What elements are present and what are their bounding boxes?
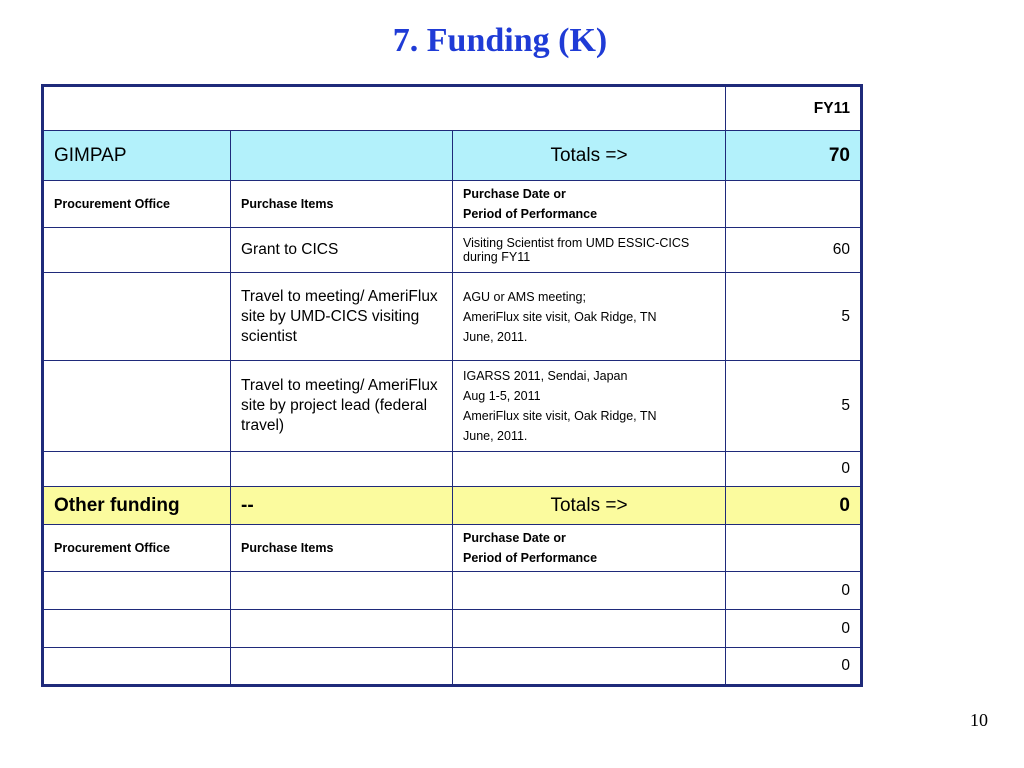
purchase-date: Visiting Scientist from UMD ESSIC-CICS during FY11	[453, 228, 726, 273]
other-funding-section-row	[43, 487, 862, 525]
table-row	[43, 361, 862, 452]
procurement-office-header: Procurement Office	[43, 181, 231, 228]
page-number: 10	[970, 710, 988, 730]
amount: 0	[726, 452, 862, 487]
purchase-item: Travel to meeting/ AmeriFlux site by UMD-CICS visiting scientist	[231, 273, 453, 361]
table-row	[43, 610, 862, 648]
amount: 60	[726, 228, 862, 273]
gimpap-totals-label: Totals =>	[453, 131, 726, 181]
table-header-row	[43, 86, 862, 131]
amount: 0	[726, 572, 862, 610]
table-row	[43, 572, 862, 610]
procurement-office-header: Procurement Office	[43, 525, 231, 572]
table-row	[43, 648, 862, 686]
gimpap-total: 70	[726, 131, 862, 181]
amount: 0	[726, 610, 862, 648]
purchase-items-header: Purchase Items	[231, 181, 453, 228]
purchase-items-header: Purchase Items	[231, 525, 453, 572]
purchase-date: AGU or AMS meeting; AmeriFlux site visit, Oak Ridge, TN June, 2011.	[453, 273, 726, 361]
gimpap-section-row	[43, 131, 862, 181]
purchase-date-header: Purchase Date or Period of Performance	[453, 525, 726, 572]
fy-header: FY11	[726, 86, 862, 131]
other-funding-label: Other funding	[43, 487, 231, 525]
table-row	[43, 273, 862, 361]
page-title: 7. Funding (K)	[392, 22, 608, 59]
purchase-date: IGARSS 2011, Sendai, Japan Aug 1-5, 2011 AmeriFlux site visit, Oak Ridge, TN June, 2011.	[453, 361, 726, 452]
purchase-date-header: Purchase Date or Period of Performance	[453, 181, 726, 228]
other-total: 0	[726, 487, 862, 525]
amount: 5	[726, 361, 862, 452]
amount: 0	[726, 648, 862, 686]
purchase-item: Travel to meeting/ AmeriFlux site by project lead (federal travel)	[231, 361, 453, 452]
other-subheader-row	[43, 525, 862, 572]
other-funding-items: --	[231, 487, 453, 525]
other-totals-label: Totals =>	[453, 487, 726, 525]
gimpap-subheader-row	[43, 181, 862, 228]
gimpap-label: GIMPAP	[43, 131, 231, 181]
funding-table	[41, 84, 863, 687]
table-row	[43, 452, 862, 487]
purchase-item: Grant to CICS	[231, 228, 453, 273]
amount: 5	[726, 273, 862, 361]
table-row	[43, 228, 862, 273]
